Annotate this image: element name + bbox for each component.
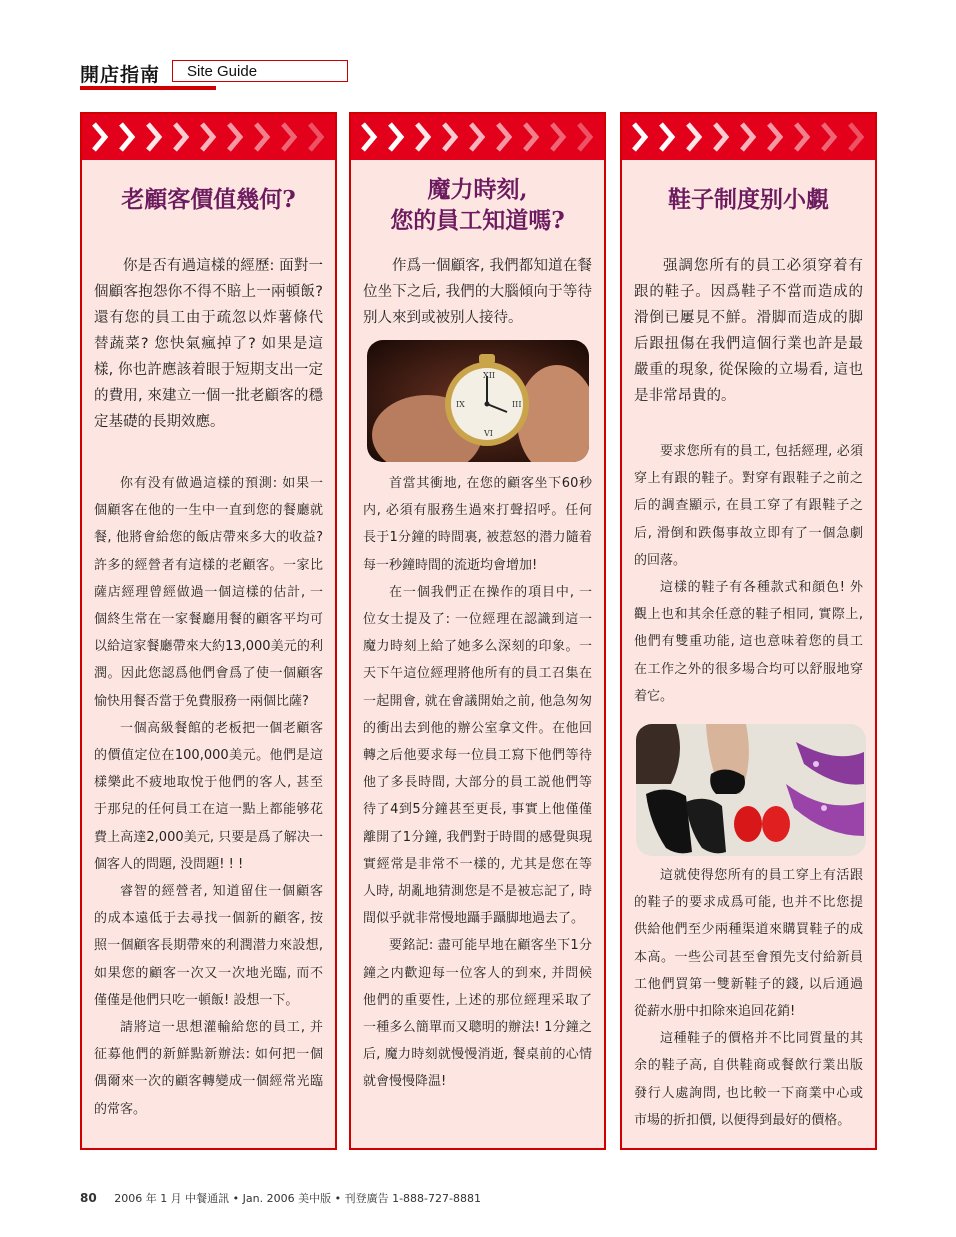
article-title: 鞋子制度别小覷	[668, 186, 829, 213]
paragraph: 請將這一思想灌輸給您的員工, 并征募他們的新鮮點新辦法: 如何把一個偶爾來一次的顧客轉變成一個經常光臨的常客。	[94, 1020, 323, 1117]
section-header	[80, 58, 280, 92]
chevron-right-icon	[525, 124, 536, 150]
paragraph: 强調您所有的員工必須穿着有跟的鞋子。因爲鞋子不當而造成的滑倒已屢見不鮮。滑脚而造成的脚后跟扭傷在我們這個行業也許是最嚴重的現象, 從保險的立場看, 這也是非常昂貴的。	[634, 258, 863, 404]
article-title	[351, 174, 604, 236]
article-intro	[363, 253, 592, 331]
paragraph: 你有没有做過這樣的預測: 如果一個顧客在他的一生中一直到您的餐廳就餐, 他將會給您的飯店帶來多大的收益? 許多的經營者有這樣的老顧客。一家比薩店經理曾經做過一個這樣的估計, 一個終生常在一家餐廳用餐的顧客平均可以給這家餐廳帶來大約13,000美元的利潤。因此您認爲他們會爲了使一個顧客愉快用餐否當于免費服務一兩個比薩?	[94, 476, 323, 709]
paragraph: 一個高級餐館的老板把一個老顧客的價值定位在100,000美元。他們是這樣樂此不疲地取悅于他們的客人, 甚至于那兒的任何員工在這一點上都能够花費上高達2,000美元, 只要是爲了解决一個客人的問題, 没問題! ! !	[94, 720, 323, 872]
article-intro	[94, 253, 323, 435]
title-line-1: 魔力時刻,	[427, 176, 528, 203]
title-line-2: 您的員工知道嗎?	[390, 207, 565, 234]
chevron-icons	[82, 114, 335, 160]
paragraph: 要銘記: 盡可能早地在顧客坐下1分鐘之内歡迎每一位客人的到來, 并問候他們的重要性, 上述的那位經理采取了一種多么簡單而又聰明的辦法! 1分鐘之后, 魔力時刻就慢慢消逝, 餐桌前的心情就會慢慢降温!	[363, 938, 592, 1090]
article-body	[94, 470, 323, 1123]
svg-text:III: III	[512, 400, 522, 409]
chevron-right-icon	[310, 124, 321, 150]
shoes-photo	[636, 724, 866, 856]
chevron-right-icon	[634, 124, 645, 150]
article-body-2	[634, 862, 863, 1134]
chevron-icons	[622, 114, 875, 160]
footer-text: 2006 年 1 月 中餐通訊 • Jan. 2006 美中版 • 刊登廣告 1-888-727-8881	[114, 1192, 481, 1205]
chevron-right-icon	[148, 124, 159, 150]
chevron-right-icon	[796, 124, 807, 150]
section-title-en: Site Guide	[172, 60, 348, 82]
chevron-right-icon	[471, 124, 482, 150]
paragraph: 你是否有過這樣的經歷: 面對一個顧客抱怨你不得不賠上一兩頓飯? 還有您的員工由于疏忽以炸薯條代替蔬菜? 您快氣瘋掉了? 如果是這樣, 你也許應該着眼于短期支出一定的費用, 來建立一個一批老顧客的穩定基礎的長期效應。	[94, 258, 323, 430]
chevron-right-icon	[390, 124, 401, 150]
article-column-2	[349, 112, 606, 1150]
pocket-watch-icon	[367, 340, 589, 462]
chevron-icons	[351, 114, 604, 160]
article-title: 老顧客價值幾何?	[121, 186, 296, 213]
chevron-right-icon	[552, 124, 563, 150]
svg-text:IX: IX	[456, 400, 465, 409]
paragraph: 這種鞋子的價格并不比同質量的其余的鞋子高, 自供鞋商或餐飲行業出版發行人處詢問, 也比較一下商業中心或市場的折扣價, 以便得到最好的價格。	[634, 1031, 863, 1128]
page-footer	[80, 1190, 481, 1206]
chevron-right-icon	[850, 124, 861, 150]
paragraph: 這就使得您所有的員工穿上有活跟的鞋子的要求成爲可能, 也并不比您提供給他們至少兩種渠道來購買鞋子的成本高。一些公司甚至會預先支付給新員工他們買第一雙新鞋子的錢, 以后通過從薪水册中扣除來追回花銷!	[634, 868, 863, 1020]
chevron-right-icon	[363, 124, 374, 150]
chevron-right-icon	[498, 124, 509, 150]
chevron-right-icon	[715, 124, 726, 150]
chevron-right-icon	[229, 124, 240, 150]
chevron-right-icon	[283, 124, 294, 150]
chevron-right-icon	[769, 124, 780, 150]
chevron-right-icon	[579, 124, 590, 150]
shoes-icon	[636, 724, 866, 856]
chevron-right-icon	[444, 124, 455, 150]
chevron-band	[351, 114, 604, 160]
article-body	[363, 470, 592, 1096]
chevron-right-icon	[823, 124, 834, 150]
chevron-right-icon	[121, 124, 132, 150]
paragraph: 作爲一個顧客, 我們都知道在餐位坐下之后, 我們的大腦傾向于等待别人來到或被别人接待。	[363, 258, 592, 326]
chevron-right-icon	[202, 124, 213, 150]
section-title-zh: 開店指南	[80, 64, 161, 86]
paragraph: 首當其衝地, 在您的顧客坐下60秒内, 必須有服務生過來打聲招呼。任何長于1分鐘的時間裏, 被惹怒的潜力隨着每一秒鐘時間的流逝均會增加!	[363, 476, 592, 573]
chevron-band	[82, 114, 335, 160]
chevron-right-icon	[175, 124, 186, 150]
chevron-right-icon	[688, 124, 699, 150]
pocket-watch-photo	[367, 340, 589, 462]
chevron-right-icon	[661, 124, 672, 150]
chevron-right-icon	[94, 124, 105, 150]
article-column-1	[80, 112, 337, 1150]
paragraph: 睿智的經營者, 知道留住一個顧客的成本遠低于去尋找一個新的顧客, 按照一個顧客長期帶來的利潤潜力來設想, 如果您的顧客一次又一次地光臨, 而不僅僅是他們只吃一頓飯! 設想一下。	[94, 884, 323, 1008]
paragraph: 在一個我們正在操作的項目中, 一位女士提及了: 一位經理在認識到這一魔力時刻上給了她多么深刻的印象。一天下午這位經理將他所有的員工召集在一起開會, 就在會議開始之前, 他急匆匆的衝出去到他的辦公室拿文件。在他回轉之后他要求每一位員工寫下他們等待他了多長時間, 大部分的員工説他們等待了4到5分鐘甚至更長, 事實上他僅僅離開了1分鐘, 我們對于時間的感覺與現實經常是非常不一樣的, 尤其是您在等人時, 胡亂地猜測您是不是被忘記了, 時間似乎就非常慢地躡手躡脚地過去了。	[363, 584, 592, 927]
article-body	[634, 438, 863, 710]
svg-text:XII: XII	[483, 371, 496, 380]
svg-text:VI: VI	[484, 429, 493, 438]
paragraph: 這樣的鞋子有各種款式和顔色! 外觀上也和其余任意的鞋子相同, 實際上, 他們有雙重功能, 這也意味着您的員工在工作之外的很多場合均可以舒服地穿着它。	[634, 580, 863, 704]
chevron-band	[622, 114, 875, 160]
page-number: 80	[80, 1191, 97, 1205]
article-intro	[634, 253, 863, 409]
paragraph: 要求您所有的員工, 包括經理, 必須穿上有跟的鞋子。對穿有跟鞋子之前之后的調查顯示, 在員工穿了有跟鞋子之后, 滑倒和跌傷事故立即有了一個急劇的回落。	[634, 444, 863, 568]
chevron-right-icon	[742, 124, 753, 150]
article-column-3	[620, 112, 877, 1150]
chevron-right-icon	[417, 124, 428, 150]
chevron-right-icon	[256, 124, 267, 150]
header-rule	[80, 86, 216, 90]
